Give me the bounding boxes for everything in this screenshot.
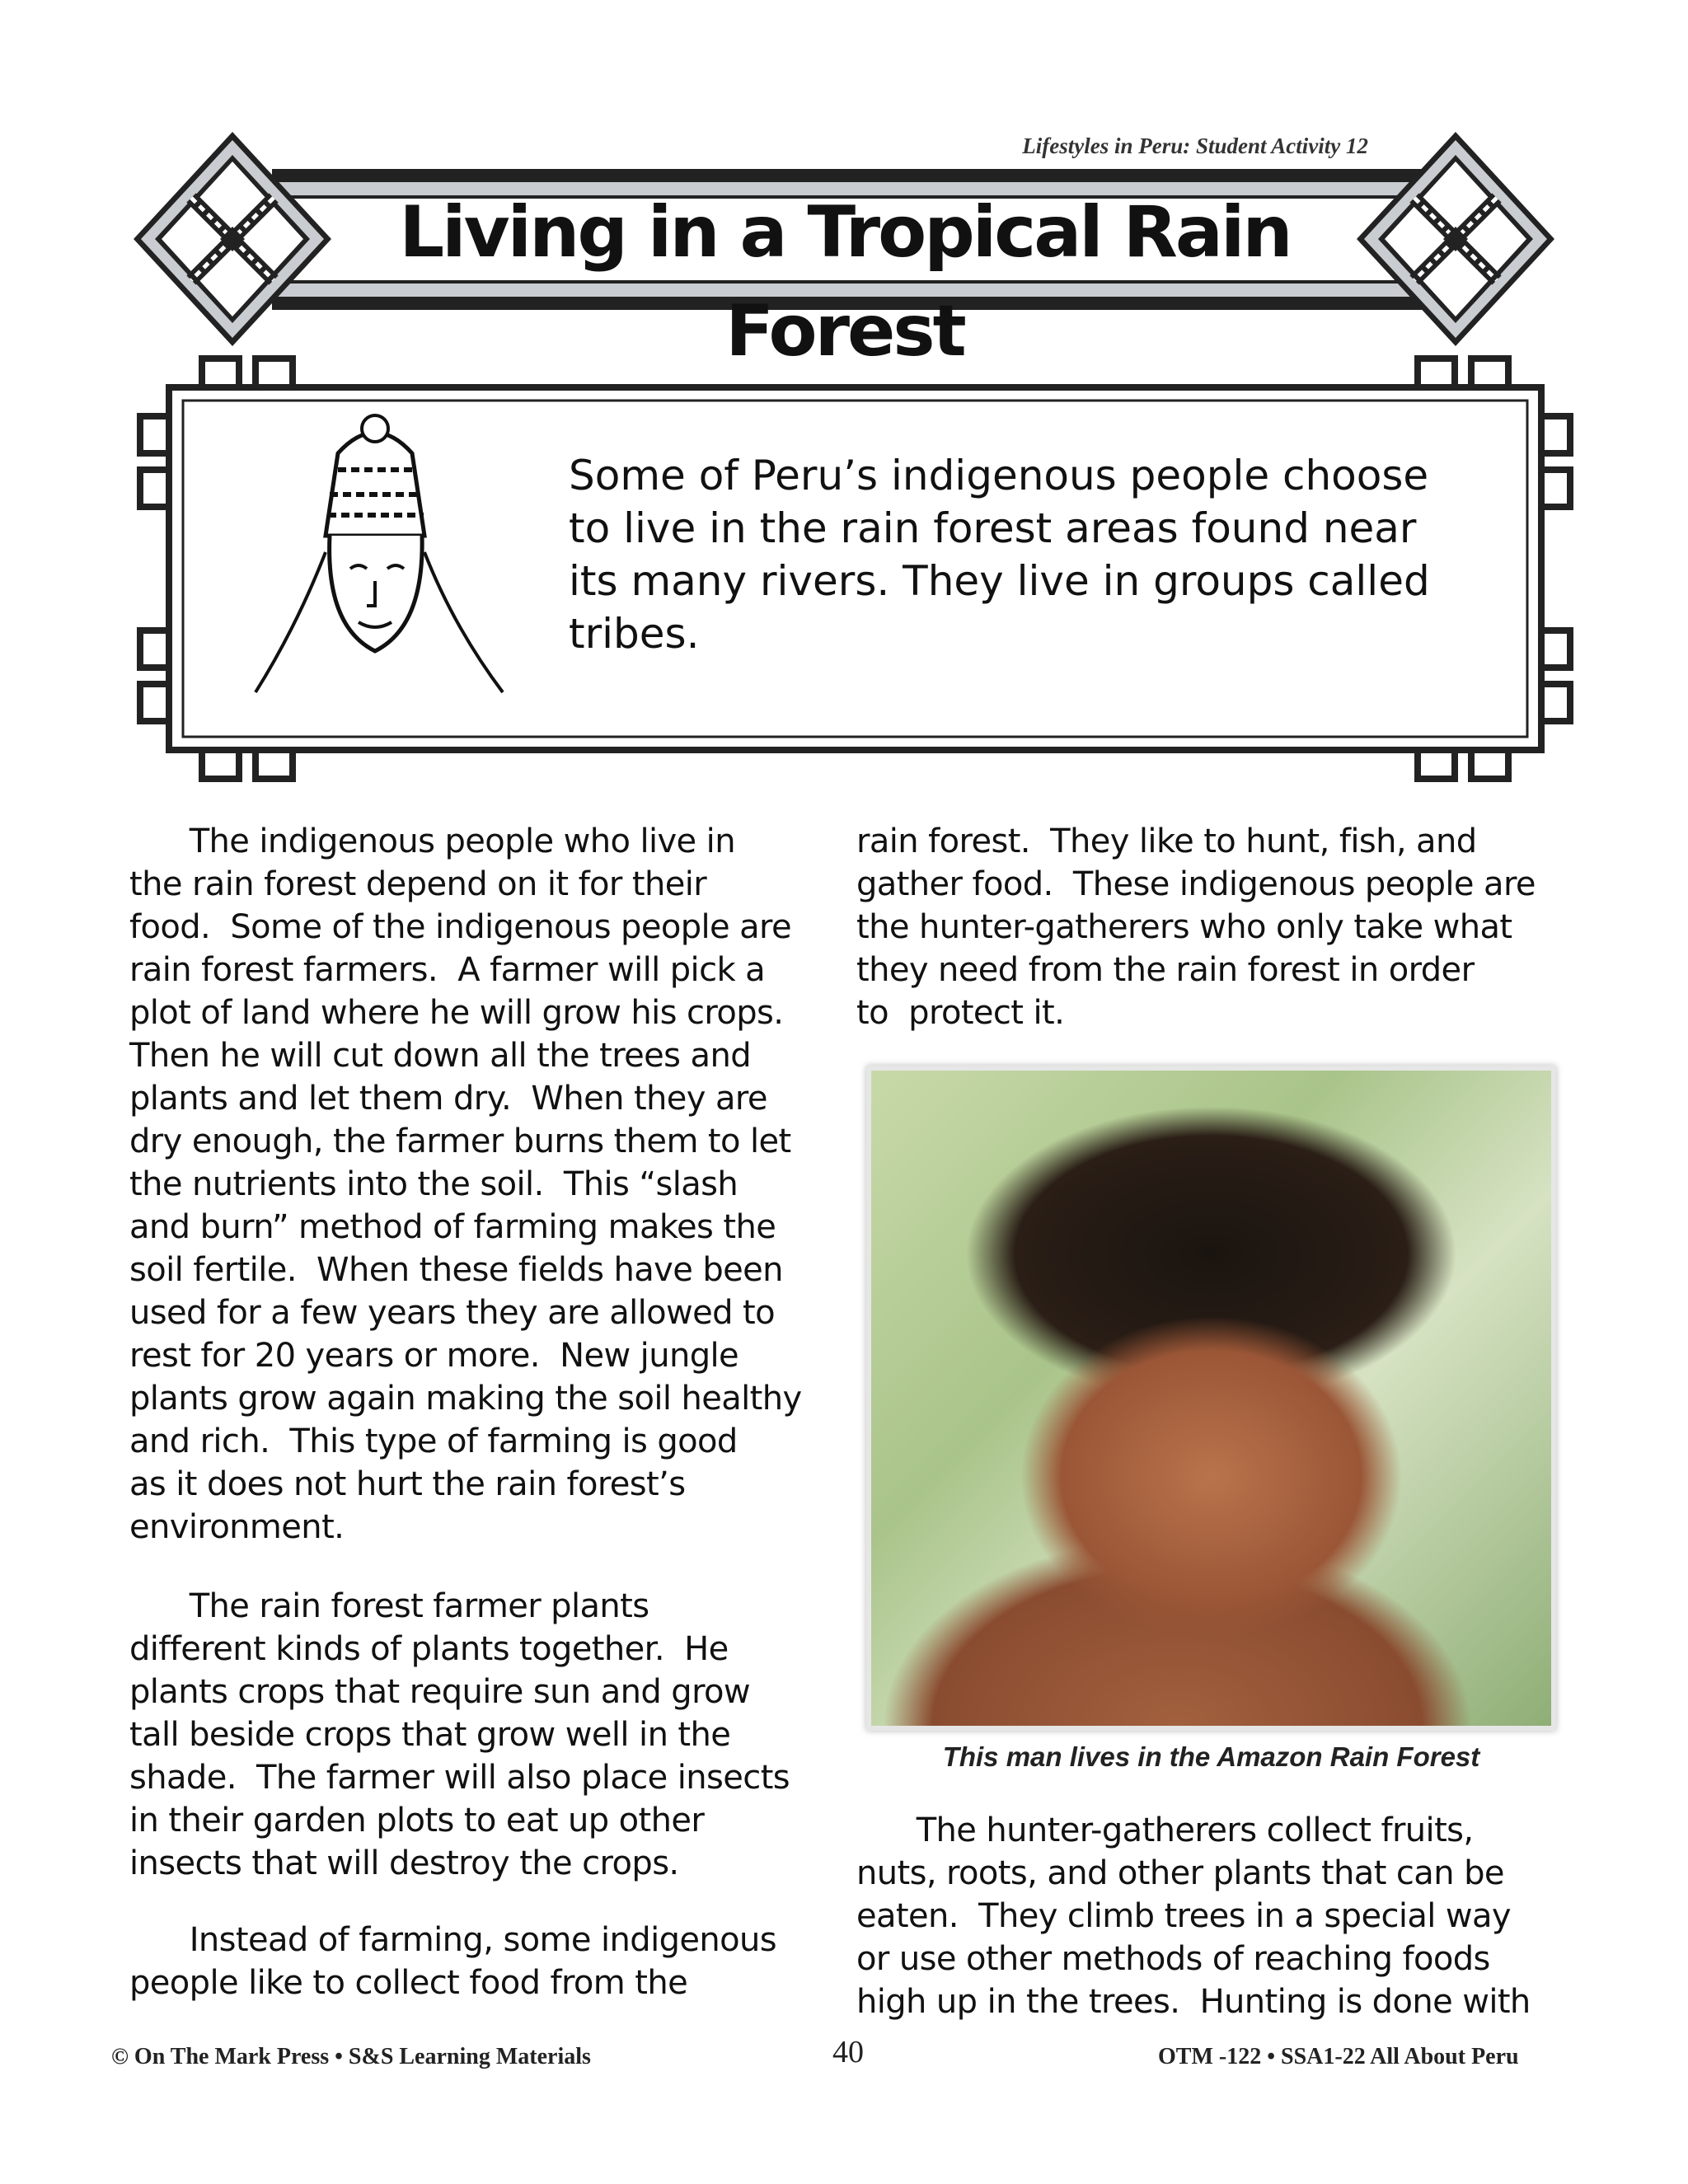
text-line: food. Some of the indigenous people are: [129, 908, 792, 946]
text-line: used for a few years they are allowed to: [129, 1294, 775, 1332]
left-paragraph-3: [129, 1919, 776, 2004]
right-paragraph-2: [856, 1809, 1531, 2023]
text-line: Instead of farming, some indigenous: [129, 1921, 777, 1959]
text-line: rain forest. They like to hunt, fish, and: [856, 823, 1477, 860]
text-line: The rain forest farmer plants: [129, 1587, 649, 1625]
text-line: as it does not hurt the rain forest’s: [129, 1465, 686, 1503]
text-line: high up in the trees. Hunting is done with: [856, 1983, 1531, 2021]
text-line: plants and let them dry. When they are: [129, 1080, 767, 1118]
left-paragraph-1: [129, 820, 802, 1549]
text-line: plants crops that require sun and grow: [129, 1673, 751, 1711]
intro-line: Some of Peru’s indigenous people choose: [569, 452, 1429, 499]
text-line: the hunter-gatherers who only take what: [856, 908, 1512, 946]
text-line: tall beside crops that grow well in the: [129, 1716, 731, 1754]
intro-line: its many rivers. They live in groups called: [569, 557, 1430, 605]
text-line: they need from the rain forest in order: [856, 951, 1475, 989]
left-paragraph-2: [129, 1585, 790, 1885]
text-line: dry enough, the farmer burns them to let: [129, 1122, 791, 1160]
text-line: gather food. These indigenous people are: [856, 865, 1536, 903]
footer-book-code: OTM -122 • SSA1-22 All About Peru: [1158, 2044, 1519, 2069]
text-line: different kinds of plants together. He: [129, 1630, 729, 1668]
activity-label: Lifestyles in Peru: Student Activity 12: [1022, 134, 1368, 158]
text-line: and burn” method of farming makes the: [129, 1208, 776, 1246]
text-line: soil fertile. When these fields have been: [129, 1251, 783, 1289]
right-paragraph-1: [856, 820, 1536, 1034]
text-line: in their garden plots to eat up other: [129, 1802, 705, 1840]
text-line: environment.: [129, 1508, 345, 1546]
text-line: the rain forest depend on it for their: [129, 865, 707, 903]
text-line: or use other methods of reaching foods: [856, 1940, 1490, 1978]
footer-publisher: © On The Mark Press • S&S Learning Materials: [111, 2044, 591, 2069]
text-line: the nutrients into the soil. This “slash: [129, 1165, 738, 1203]
intro-text: [569, 449, 1492, 660]
tribesman-illustration: [247, 396, 511, 709]
text-line: rest for 20 years or more. New jungle: [129, 1337, 739, 1375]
text-line: The hunter-gatherers collect fruits,: [856, 1811, 1474, 1849]
text-line: shade. The farmer will also place insects: [129, 1759, 790, 1797]
text-line: eaten. They climb trees in a special way: [856, 1897, 1511, 1935]
text-line: insects that will destroy the crops.: [129, 1844, 679, 1882]
text-line: plot of land where he will grow his crops.: [129, 994, 784, 1032]
right-diamond-ornament: [1357, 132, 1554, 346]
text-line: nuts, roots, and other plants that can be: [856, 1854, 1504, 1892]
text-line: people like to collect food from the: [129, 1964, 688, 2002]
text-line: plants grow again making the soil healthy: [129, 1380, 802, 1418]
text-line: Then he will cut down all the trees and: [129, 1037, 751, 1075]
intro-line: to live in the rain forest areas found near: [569, 504, 1417, 552]
page-title: Living in a Tropical Rain Forest: [399, 191, 1291, 373]
intro-line: tribes.: [569, 610, 700, 658]
text-line: The indigenous people who live in: [129, 823, 735, 860]
text-line: rain forest farmers. A farmer will pick a: [129, 951, 766, 989]
page-number: 40: [832, 2035, 864, 2069]
photo-caption: This man lives in the Amazon Rain Forest: [942, 1741, 1480, 1772]
text-line: and rich. This type of farming is good: [129, 1422, 738, 1460]
left-diamond-ornament: [134, 132, 331, 346]
text-line: to protect it.: [856, 994, 1065, 1032]
photo-amazon-man: [866, 1066, 1556, 1731]
